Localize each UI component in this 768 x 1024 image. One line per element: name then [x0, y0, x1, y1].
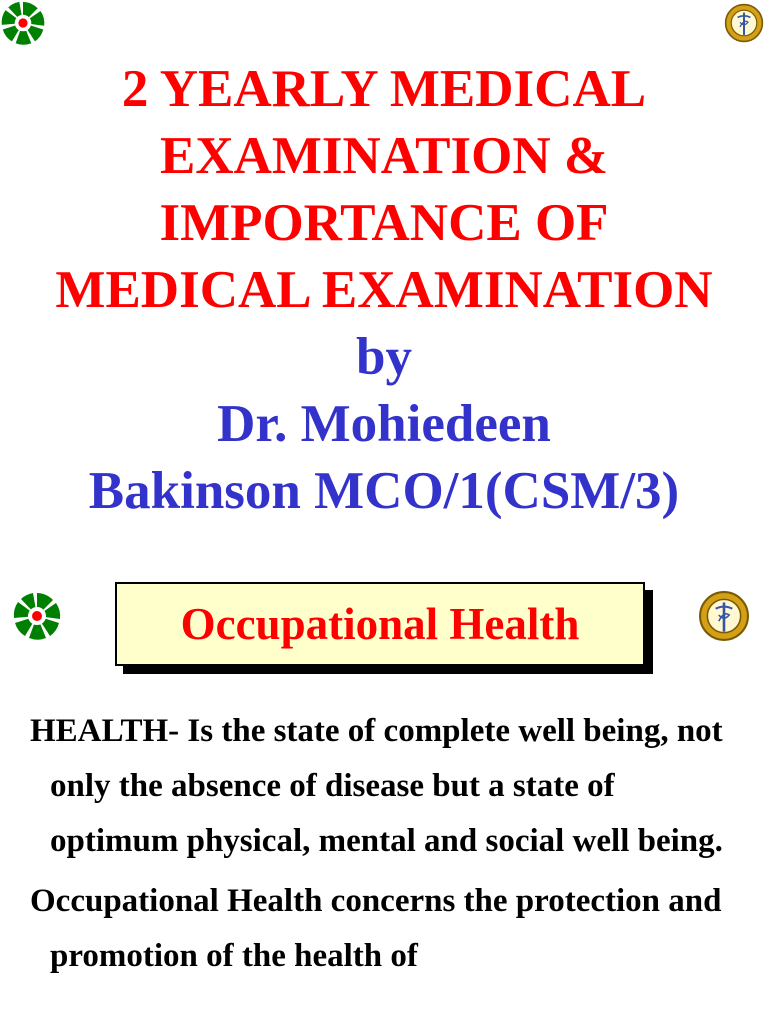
title-line-2: EXAMINATION & — [159, 127, 609, 185]
gold-caduceus-seal-icon — [724, 2, 764, 44]
title-line-3: IMPORTANCE OF — [159, 194, 609, 252]
paragraph-health-definition: HEALTH- Is the state of complete well being, not only the absence of disease but a state of optimum physical, mental and social well being. — [30, 713, 723, 859]
title-line-4: MEDICAL EXAMINATION — [55, 261, 713, 319]
paragraph-occupational-health: Occupational Health concerns the protection and promotion of the health of — [30, 883, 722, 974]
green-fan-emblem-icon — [0, 0, 46, 46]
gold-caduceus-seal-icon — [698, 588, 750, 644]
title-block — [0, 56, 768, 525]
green-fan-emblem-icon — [12, 590, 62, 642]
author-by: by — [356, 328, 412, 386]
body-text — [30, 704, 750, 989]
section-heading: Occupational Health — [115, 582, 645, 666]
author-name-line-1: Dr. Mohiedeen — [217, 395, 551, 453]
title-line-1: 2 YEARLY MEDICAL — [121, 60, 647, 118]
author-name-line-2: Bakinson MCO/1(CSM/3) — [88, 462, 680, 520]
section-heading-box — [115, 582, 655, 674]
